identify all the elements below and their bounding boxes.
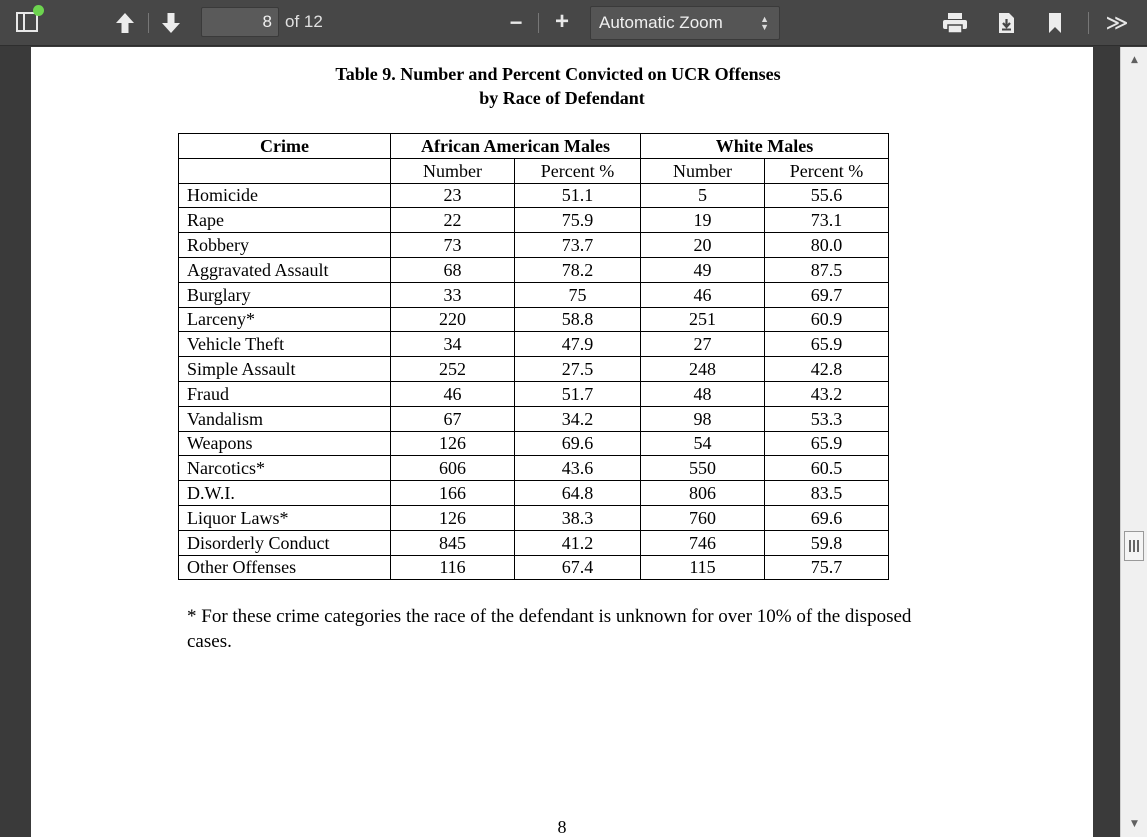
- zoom-select-value: Automatic Zoom: [599, 13, 723, 32]
- header-white-males: White Males: [641, 134, 889, 159]
- cell-aa-number: 23: [391, 183, 515, 208]
- table-header-row: [179, 134, 889, 159]
- cell-w-percent: 65.9: [765, 431, 889, 456]
- cell-crime: Narcotics*: [179, 456, 391, 481]
- toolbar-separator: [148, 13, 149, 33]
- page-number-input[interactable]: [201, 7, 279, 37]
- cell-aa-number: 606: [391, 456, 515, 481]
- cell-w-percent: 60.5: [765, 456, 889, 481]
- bookmark-button[interactable]: [1042, 10, 1068, 36]
- cell-w-number: 19: [641, 208, 765, 233]
- table-row: [179, 481, 889, 506]
- previous-page-button[interactable]: [112, 10, 138, 36]
- zoom-select[interactable]: [590, 6, 780, 40]
- pdf-page: [31, 47, 1093, 837]
- download-button[interactable]: [992, 10, 1020, 36]
- cell-w-number: 115: [641, 555, 765, 580]
- cell-w-number: 806: [641, 481, 765, 506]
- cell-crime: Fraud: [179, 381, 391, 406]
- subheader-aa-number: Number: [391, 158, 515, 183]
- cell-crime: D.W.I.: [179, 481, 391, 506]
- table-title-line1: Table 9. Number and Percent Convicted on UCR Offenses: [335, 64, 781, 84]
- arrow-down-icon: [161, 12, 181, 34]
- page-number: 8: [557, 817, 567, 837]
- cell-crime: Rape: [179, 208, 391, 233]
- scroll-up-arrow-icon[interactable]: ▲: [1131, 55, 1138, 65]
- cell-aa-number: 845: [391, 530, 515, 555]
- table-row: [179, 357, 889, 382]
- cell-aa-percent: 34.2: [515, 406, 641, 431]
- cell-w-percent: 69.6: [765, 505, 889, 530]
- header-crime: Crime: [179, 134, 391, 159]
- cell-w-number: 746: [641, 530, 765, 555]
- cell-crime: Larceny*: [179, 307, 391, 332]
- table-row: [179, 282, 889, 307]
- table-row: [179, 257, 889, 282]
- cell-w-number: 20: [641, 233, 765, 258]
- cell-aa-number: 68: [391, 257, 515, 282]
- header-african-american-males: African American Males: [391, 134, 641, 159]
- cell-crime: Disorderly Conduct: [179, 530, 391, 555]
- table-row: [179, 208, 889, 233]
- tools-button[interactable]: [1100, 9, 1134, 37]
- cell-crime: Burglary: [179, 282, 391, 307]
- download-icon: [995, 12, 1017, 34]
- cell-w-number: 550: [641, 456, 765, 481]
- subheader-w-number: Number: [641, 158, 765, 183]
- toolbar-separator: [538, 13, 539, 33]
- cell-w-number: 251: [641, 307, 765, 332]
- zoom-out-icon: −: [509, 10, 523, 35]
- zoom-out-button[interactable]: [504, 10, 528, 36]
- toolbar-separator: [1088, 12, 1089, 34]
- scroll-down-arrow-icon[interactable]: ▼: [1131, 819, 1138, 829]
- cell-aa-number: 33: [391, 282, 515, 307]
- table-body: [179, 183, 889, 580]
- sidebar-toggle-button[interactable]: [14, 9, 40, 35]
- cell-w-percent: 65.9: [765, 332, 889, 357]
- cell-w-number: 760: [641, 505, 765, 530]
- next-page-button[interactable]: [158, 10, 184, 36]
- table-row: [179, 406, 889, 431]
- cell-crime: Weapons: [179, 431, 391, 456]
- table-row: [179, 183, 889, 208]
- cell-aa-percent: 75.9: [515, 208, 641, 233]
- cell-w-percent: 53.3: [765, 406, 889, 431]
- cell-aa-percent: 78.2: [515, 257, 641, 282]
- cell-crime: Vandalism: [179, 406, 391, 431]
- zoom-in-icon: +: [554, 8, 569, 35]
- subheader-empty: [179, 158, 391, 183]
- cell-w-number: 49: [641, 257, 765, 282]
- table-subheader-row: [179, 158, 889, 183]
- cell-w-percent: 80.0: [765, 233, 889, 258]
- cell-aa-percent: 47.9: [515, 332, 641, 357]
- cell-aa-number: 67: [391, 406, 515, 431]
- cell-aa-percent: 73.7: [515, 233, 641, 258]
- cell-aa-number: 46: [391, 381, 515, 406]
- table-row: [179, 456, 889, 481]
- cell-w-percent: 83.5: [765, 481, 889, 506]
- cell-crime: Vehicle Theft: [179, 332, 391, 357]
- cell-w-number: 27: [641, 332, 765, 357]
- subheader-aa-percent: Percent %: [515, 158, 641, 183]
- table-title-line2: by Race of Defendant: [479, 88, 645, 108]
- table-row: [179, 505, 889, 530]
- cell-crime: Robbery: [179, 233, 391, 258]
- cell-aa-percent: 51.7: [515, 381, 641, 406]
- page-count-label: of 12: [285, 12, 323, 31]
- cell-aa-percent: 58.8: [515, 307, 641, 332]
- table-row: [179, 307, 889, 332]
- cell-crime: Homicide: [179, 183, 391, 208]
- cell-aa-percent: 41.2: [515, 530, 641, 555]
- cell-w-percent: 55.6: [765, 183, 889, 208]
- table-row: [179, 431, 889, 456]
- notification-dot: [33, 5, 44, 16]
- cell-w-number: 5: [641, 183, 765, 208]
- cell-w-number: 98: [641, 406, 765, 431]
- cell-aa-percent: 27.5: [515, 357, 641, 382]
- print-icon: [942, 12, 968, 34]
- conviction-table: [178, 133, 889, 580]
- cell-w-number: 248: [641, 357, 765, 382]
- cell-w-number: 46: [641, 282, 765, 307]
- cell-aa-number: 126: [391, 505, 515, 530]
- table-row: [179, 233, 889, 258]
- arrow-up-icon: [115, 12, 135, 34]
- cell-crime: Aggravated Assault: [179, 257, 391, 282]
- pdf-toolbar: [0, 0, 1147, 46]
- double-chevron-right-icon: ≫: [1105, 10, 1129, 35]
- cell-w-percent: 69.7: [765, 282, 889, 307]
- cell-aa-percent: 69.6: [515, 431, 641, 456]
- cell-w-percent: 59.8: [765, 530, 889, 555]
- bookmark-icon: [1048, 12, 1062, 34]
- table-row: [179, 332, 889, 357]
- cell-aa-number: 22: [391, 208, 515, 233]
- cell-aa-percent: 67.4: [515, 555, 641, 580]
- footnote: * For these crime categories the race of the defendant is unknown for over 10% of the disposed cases.: [187, 606, 912, 652]
- select-arrows-icon: ▲ ▼: [760, 14, 769, 32]
- subheader-w-percent: Percent %: [765, 158, 889, 183]
- table-row: [179, 555, 889, 580]
- cell-w-percent: 73.1: [765, 208, 889, 233]
- table-row: [179, 530, 889, 555]
- cell-crime: Simple Assault: [179, 357, 391, 382]
- cell-w-number: 54: [641, 431, 765, 456]
- cell-aa-number: 116: [391, 555, 515, 580]
- cell-aa-number: 126: [391, 431, 515, 456]
- document-viewer[interactable]: [0, 47, 1120, 837]
- cell-aa-percent: 38.3: [515, 505, 641, 530]
- cell-aa-percent: 51.1: [515, 183, 641, 208]
- cell-aa-percent: 75: [515, 282, 641, 307]
- cell-aa-number: 166: [391, 481, 515, 506]
- cell-aa-number: 34: [391, 332, 515, 357]
- cell-crime: Liquor Laws*: [179, 505, 391, 530]
- vertical-scrollbar[interactable]: [1120, 47, 1147, 837]
- print-button[interactable]: [940, 10, 970, 36]
- cell-w-percent: 43.2: [765, 381, 889, 406]
- cell-aa-number: 252: [391, 357, 515, 382]
- cell-w-percent: 87.5: [765, 257, 889, 282]
- cell-aa-percent: 43.6: [515, 456, 641, 481]
- cell-w-number: 48: [641, 381, 765, 406]
- table-row: [179, 381, 889, 406]
- scrollbar-thumb[interactable]: [1124, 531, 1144, 561]
- zoom-in-button[interactable]: [549, 9, 575, 35]
- cell-aa-percent: 64.8: [515, 481, 641, 506]
- cell-w-percent: 60.9: [765, 307, 889, 332]
- cell-w-percent: 42.8: [765, 357, 889, 382]
- cell-w-percent: 75.7: [765, 555, 889, 580]
- cell-aa-number: 73: [391, 233, 515, 258]
- cell-crime: Other Offenses: [179, 555, 391, 580]
- cell-aa-number: 220: [391, 307, 515, 332]
